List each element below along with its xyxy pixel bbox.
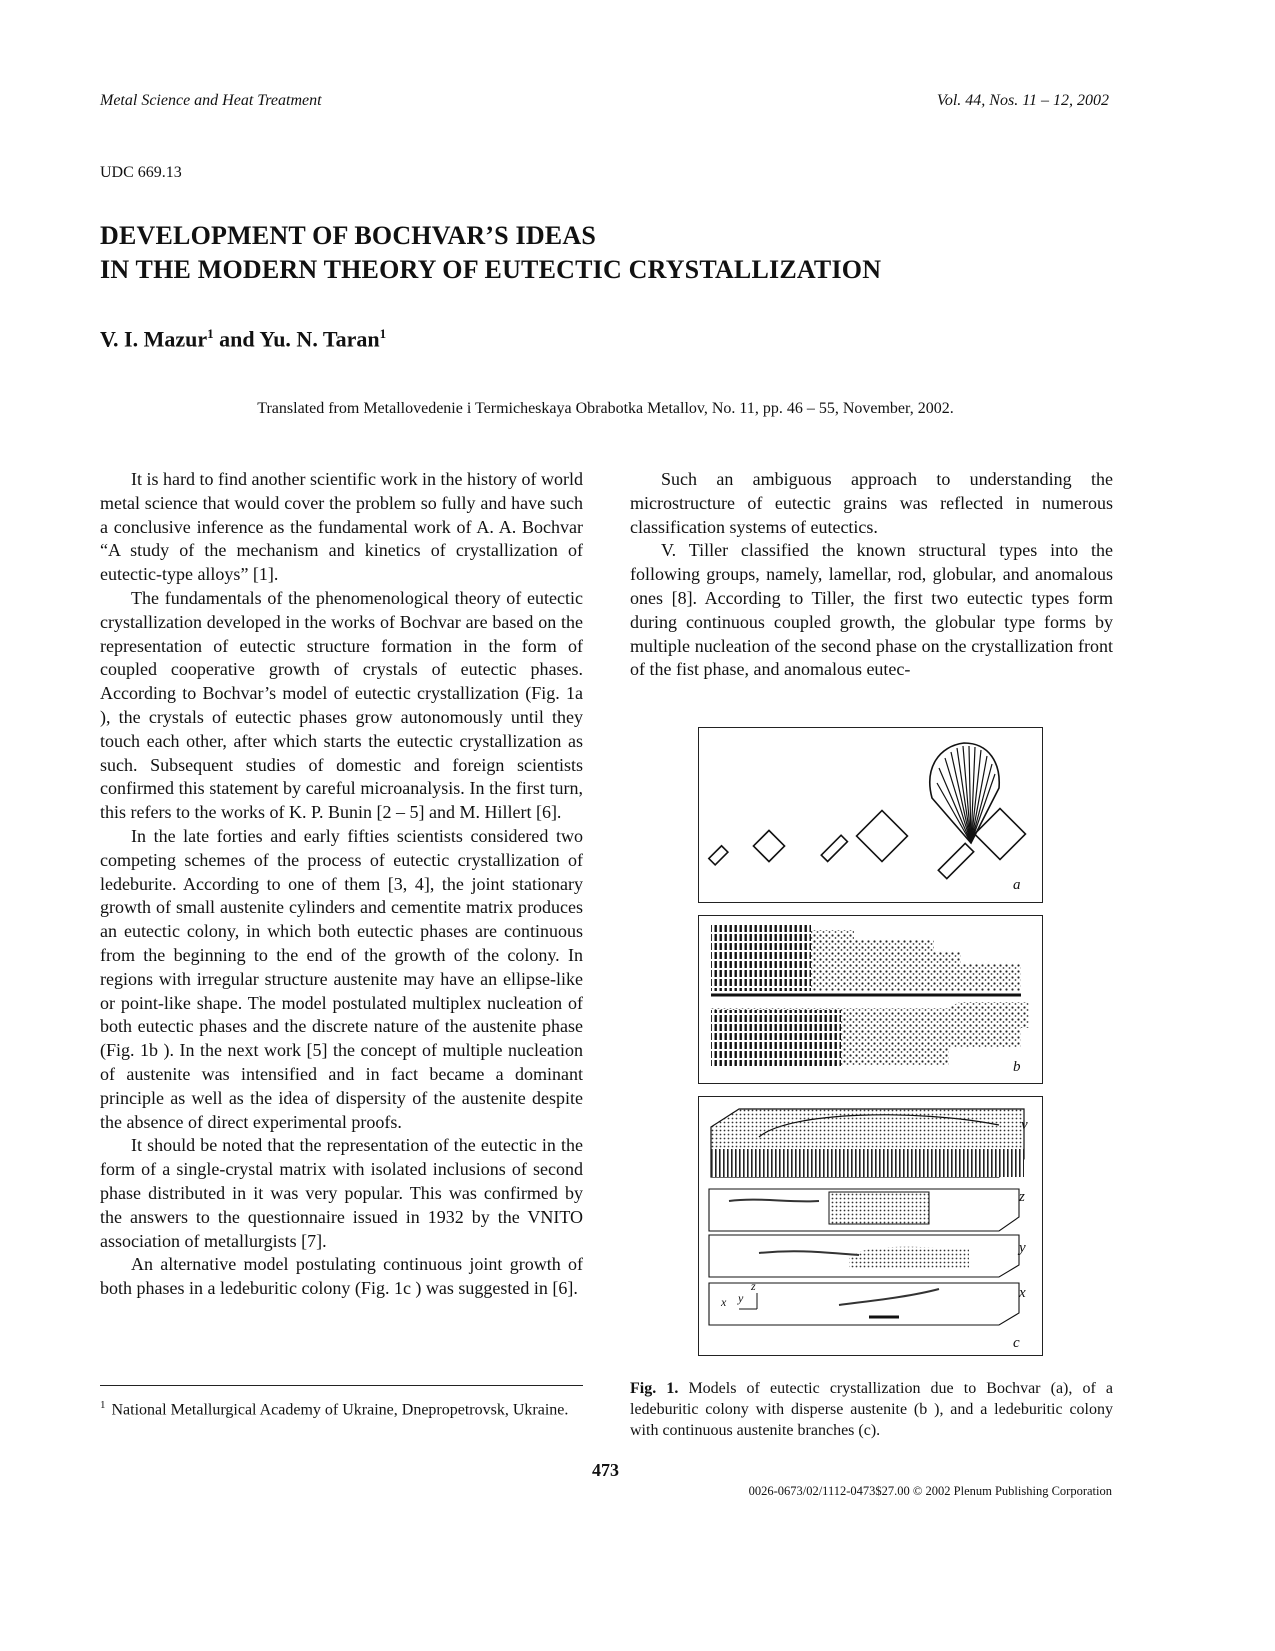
layer-label-z: z	[1019, 1189, 1025, 1205]
paragraph: It is hard to find another scientific work in the history of world metal science that would cover the problem so fully and have such a conclusive inference as the fundamental work of A. A. Bochvar “A study of the mechanism and kinetics of crystallization of eutectic-type alloys” [1].	[100, 469, 583, 585]
layer-label-v: v	[1021, 1117, 1028, 1133]
author-2: Yu. N. Taran	[259, 326, 380, 352]
panel-label-a: a	[1013, 877, 1021, 893]
udc-code: UDC 669.13	[100, 164, 182, 181]
paragraph: V. Tiller classified the known structural types into the following groups, namely, lamellar, rod, globular, and anomalous ones [8]. According to Tiller, the first two eutectic types form during continuous coupled growth, the globular type forms by multiple nucleation of the second phase on the crystallization front of the fist phase, and anomalous eutec-	[630, 540, 1113, 680]
paragraph: Such an ambiguous approach to understanding the microstructure of eutectic grains was reflected in numerous classification systems of eutectics.	[630, 469, 1113, 537]
axis-label-x: x	[721, 1295, 727, 1309]
panel-label-b: b	[1013, 1059, 1021, 1075]
footnote-mark: 1	[100, 1399, 106, 1411]
axis-label-y: y	[738, 1291, 744, 1305]
left-text-column	[100, 468, 583, 1301]
figure-panel-b	[698, 915, 1043, 1084]
copyright-line: 0026-0673/02/1112-0473$27.00 © 2002 Plenum Publishing Corporation	[748, 1484, 1112, 1498]
author-2-affiliation-mark: 1	[379, 326, 387, 341]
paper-title	[100, 219, 881, 287]
footnote-divider	[100, 1385, 583, 1386]
paragraph: The fundamentals of the phenomenological theory of eutectic crystallization developed in the works of Bochvar are based on the representation of eutectic structure formation in the form of coupled cooperative growth of crystals of eutectic phases. According to Bochvar’s model of eutectic crystallization (Fig. 1a ), the crystals of eutectic phases grow autonomously until they touch each other, after which starts the eutectic crystallization as such. Subsequent studies of domestic and foreign scientists confirmed this statement by careful microanalysis. In the first turn, this refers to the works of K. P. Bunin [2 – 5] and M. Hillert [6].	[100, 587, 583, 823]
paragraph: In the late forties and early fifties scientists considered two competing schemes of the process of eutectic crystallization of ledeburite. According to one of them [3, 4], the joint stationary growth of small austenite cylinders and cementite matrix produces an eutectic colony, in which both eutectic phases are continuous from the beginning to the end of the growth of the colony. In regions with irregular structure austenite may have an ellipse-like or point-like shape. The model postulated multiplex nucleation of both eutectic phases and the discrete nature of the austenite phase (Fig. 1b ). In the next work [5] the concept of multiple nucleation of austenite was intensified and in fact became a dominant principle as well as the idea of dispersity of the austenite despite the absence of direct experimental proofs.	[100, 825, 583, 1132]
figure-caption	[630, 1378, 1113, 1441]
volume-info: Vol. 44, Nos. 11 – 12, 2002	[936, 92, 1109, 109]
journal-name: Metal Science and Heat Treatment	[100, 92, 322, 109]
right-text-column	[630, 468, 1113, 682]
layer-label-y: y	[1019, 1240, 1026, 1256]
caption-label: Fig. 1.	[630, 1380, 679, 1397]
author-list	[100, 326, 386, 352]
layer-label-x: x	[1019, 1285, 1026, 1301]
page-number: 473	[592, 1460, 619, 1480]
disperse-austenite-micrograph	[699, 916, 1044, 1085]
caption-text: Models of eutectic crystallization due to Bochvar (a), of a ledeburitic colony with disperse austenite (b ), and a ledeburitic colony with continuous austenite branches (c).	[630, 1380, 1114, 1439]
continuous-austenite-diagram	[699, 1097, 1044, 1357]
figure-panel-c	[698, 1096, 1043, 1356]
footnote-text: National Metallurgical Academy of Ukraine, Dnepropetrovsk, Ukraine.	[111, 1401, 569, 1419]
translation-note: Translated from Metallovedenie i Termicheskaya Obrabotka Metallov, No. 11, pp. 46 – 55, November, 2002.	[257, 400, 954, 417]
author-conjunction: and	[219, 326, 255, 352]
footnote	[100, 1395, 583, 1420]
title-line-2: IN THE MODERN THEORY OF EUTECTIC CRYSTALLIZATION	[100, 255, 882, 284]
bochvar-model-drawing	[699, 728, 1044, 904]
author-1-affiliation-mark: 1	[207, 326, 214, 341]
figure-panel-a	[698, 727, 1043, 903]
paragraph: An alternative model postulating continuous joint growth of both phases in a ledeburitic colony (Fig. 1c ) was suggested in [6].	[100, 1254, 583, 1299]
panel-label-c: c	[1013, 1335, 1020, 1351]
title-line-1: DEVELOPMENT OF BOCHVAR’S IDEAS	[100, 221, 596, 250]
author-1: V. I. Mazur	[100, 326, 208, 352]
paragraph: It should be noted that the representation of the eutectic in the form of a single-crystal matrix with isolated inclusions of second phase distributed in it was very popular. This was confirmed by the answers to the questionnaire issued in 1932 by the VNITO association of metallurgists [7].	[100, 1135, 583, 1251]
axis-label-z: z	[751, 1279, 756, 1293]
